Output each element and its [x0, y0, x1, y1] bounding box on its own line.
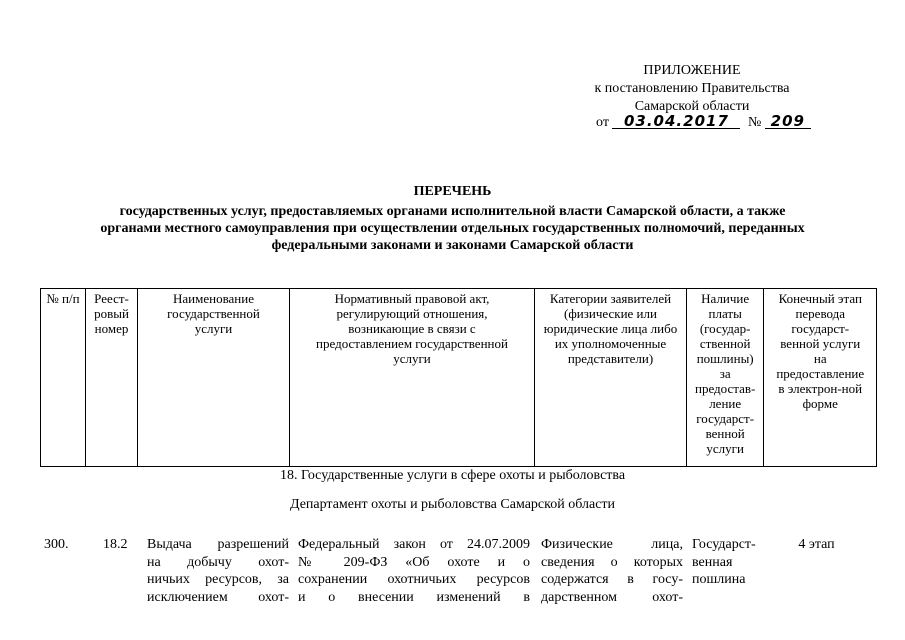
- applicants-line: Физические лица,: [541, 537, 683, 552]
- subtitle-line-1: государственных услуг, предоставляемых органами исполнительной власти Самарской области, а также: [119, 204, 786, 219]
- row-number: 300.: [44, 537, 69, 552]
- row-act: [298, 536, 530, 606]
- section-title: 18. Государственные услуги в сфере охоты и рыболовства: [279, 468, 626, 483]
- row-applicants: [541, 536, 683, 606]
- applicants-line: содержатся в госу-: [541, 572, 683, 587]
- service-line: ничьих ресурсов, за: [147, 572, 289, 587]
- service-line: Выдача разрешений: [147, 537, 289, 552]
- header-stage: Конечный этап перевода государст-венной услуги на предоставление в электрон-ной форме: [764, 289, 877, 467]
- department-title: Департамент охоты и рыболовства Самарской области: [289, 497, 616, 512]
- applicants-line: дарственном охот-: [541, 589, 683, 605]
- annex-title: ПРИЛОЖЕНИЕ: [643, 63, 741, 78]
- fee-line: Государст-: [692, 537, 756, 552]
- number-prefix: №: [747, 115, 762, 130]
- subtitle-line-3: федеральными законами и законами Самарской области: [271, 238, 634, 253]
- act-line: сохранении охотничьих ресурсов: [298, 572, 530, 587]
- document-heading: ПЕРЕЧЕНЬ: [413, 184, 492, 199]
- act-line: № 209-ФЗ «Об охоте и о: [298, 554, 530, 570]
- fee-line: пошлина: [692, 572, 746, 587]
- header-number: № п/п: [41, 289, 86, 467]
- row-service: [147, 536, 289, 606]
- act-line: и о внесении изменений в: [298, 589, 530, 605]
- date-prefix: от: [596, 115, 609, 130]
- annex-date-line: [596, 114, 811, 131]
- service-line: на добычу охот-: [147, 554, 289, 570]
- handwritten-date: 03.04.2017: [612, 114, 740, 129]
- header-service: Наименование государственной услуги: [138, 289, 290, 467]
- fee-line: венная: [692, 554, 733, 570]
- header-row: [41, 289, 877, 467]
- row-registry: 18.2: [103, 537, 128, 552]
- applicants-line: сведения о которых: [541, 554, 683, 570]
- header-registry: Реест-ровый номер: [86, 289, 138, 467]
- row-fee: [692, 536, 772, 589]
- header-act: Нормативный правовой акт, регулирующий отношения, возникающие в связи с предоставлением государственной услуги: [290, 289, 535, 467]
- handwritten-number: 209: [765, 114, 811, 129]
- services-table-header: [40, 288, 877, 467]
- annex-line-1: к постановлению Правительства: [594, 81, 790, 96]
- subtitle-line-2: органами местного самоуправления при осуществлении отдельных государственных полномочий, переданных: [100, 221, 805, 236]
- header-applicants: Категории заявителей (физические или юридические лица либо их уполномоченные представители): [535, 289, 687, 467]
- header-fee: Наличие платы (государ-ственной пошлины) за предостав-ление государст-венной услуги: [687, 289, 764, 467]
- annex-line-2: Самарской области: [634, 99, 750, 114]
- row-stage: 4 этап: [798, 537, 835, 552]
- act-line: Федеральный закон от 24.07.2009: [298, 537, 530, 552]
- service-line: исключением охот-: [147, 589, 289, 605]
